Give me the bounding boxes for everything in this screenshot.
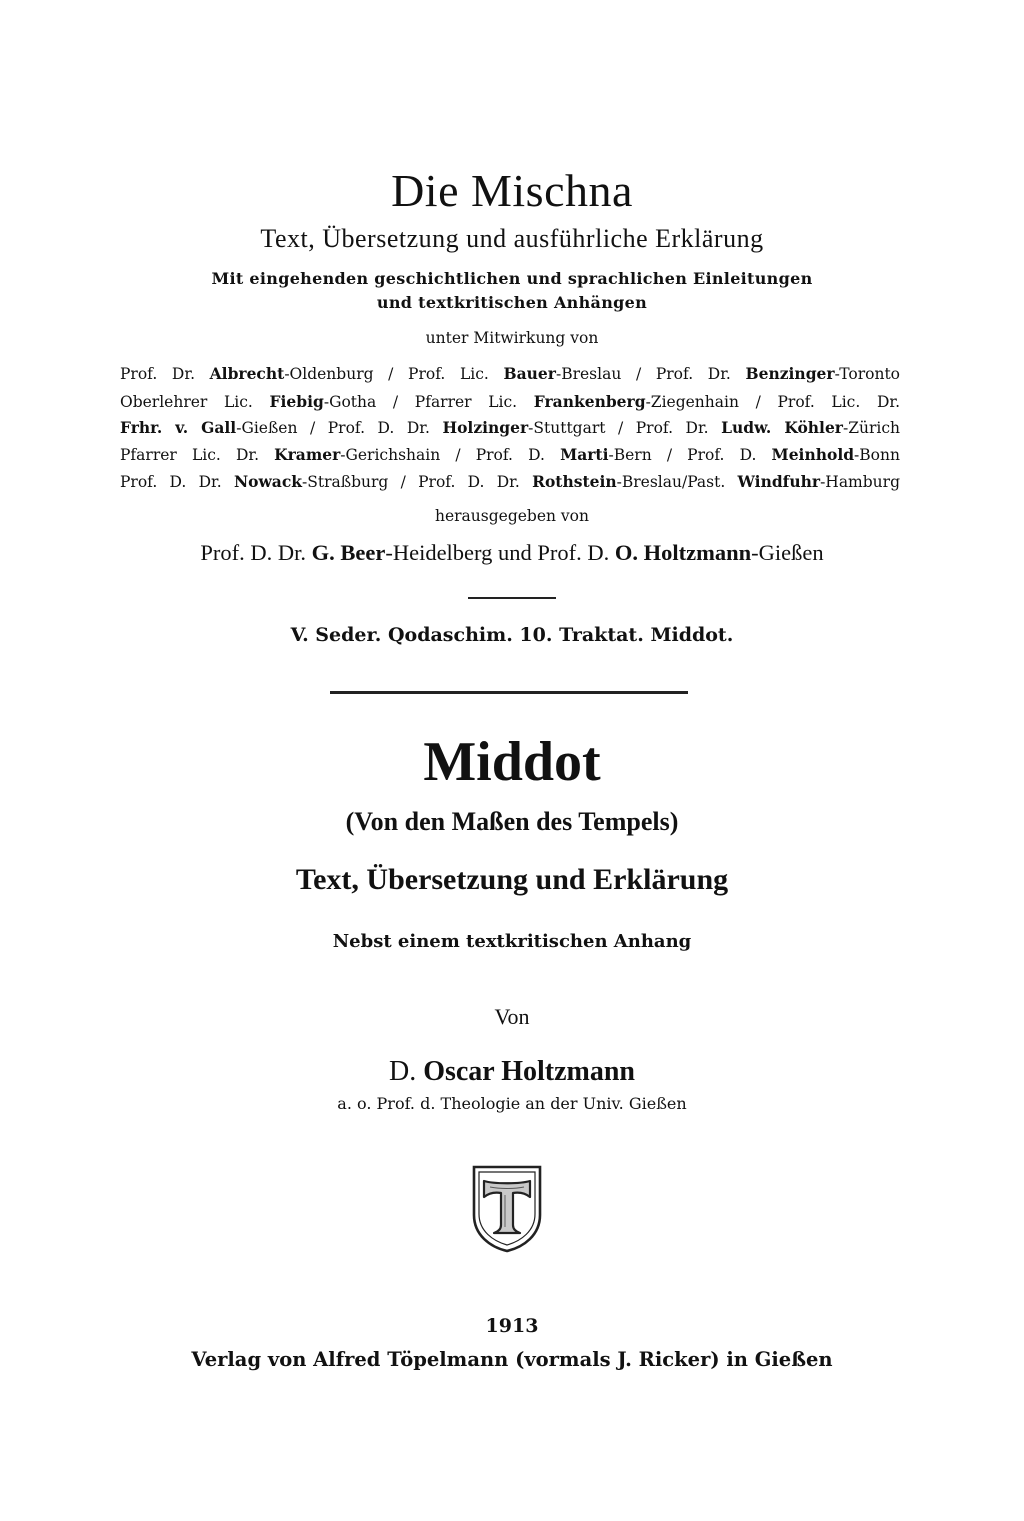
text-segment: -Zürich bbox=[842, 419, 901, 437]
name-segment: Holzinger bbox=[442, 418, 529, 437]
text-segment: -Gießen bbox=[751, 540, 824, 565]
text-segment: -Bern / Prof. D. bbox=[608, 446, 772, 464]
text-segment: -Stuttgart / Prof. Dr. bbox=[528, 419, 722, 437]
name-segment: Ludw. Köhler bbox=[721, 418, 843, 437]
name-segment: Bauer bbox=[503, 364, 556, 383]
text-segment: -Gotha / Pfarrer Lic. bbox=[323, 393, 534, 411]
series-title: Die Mischna bbox=[391, 165, 633, 216]
contributor-line-4 bbox=[120, 445, 900, 464]
name-segment: O. Holtzmann bbox=[614, 540, 752, 565]
publication-year: 1913 bbox=[485, 1315, 539, 1337]
short-divider bbox=[468, 597, 556, 599]
name-segment: Meinhold bbox=[771, 445, 855, 464]
name-segment: Marti bbox=[560, 445, 609, 464]
text-segment: -Straßburg / Prof. D. Dr. bbox=[302, 473, 533, 491]
publisher-line: Verlag von Alfred Töpelmann (vormals J. Ricker) in Gießen bbox=[191, 1348, 833, 1371]
contributor-line-3 bbox=[120, 418, 900, 437]
text-segment: Prof. D. Dr. bbox=[200, 540, 312, 565]
text-segment: -Gerichshain / Prof. D. bbox=[340, 446, 561, 464]
text-segment: D. bbox=[388, 1056, 424, 1087]
long-divider bbox=[330, 691, 688, 694]
text-segment: -Gießen / Prof. D. Dr. bbox=[236, 419, 443, 437]
text-segment: -Ziegenhain / Prof. Lic. Dr. bbox=[645, 393, 901, 411]
name-segment: Frankenberg bbox=[533, 392, 646, 411]
text-segment: -Hamburg bbox=[820, 473, 900, 491]
name-segment: Oscar Holtzmann bbox=[423, 1056, 636, 1087]
name-segment: G. Beer bbox=[311, 540, 386, 565]
publisher-shield-t-icon bbox=[470, 1163, 544, 1253]
name-segment: Benzinger bbox=[745, 364, 835, 383]
contributor-line-2 bbox=[120, 392, 900, 411]
series-intro-line-1: Mit eingehenden geschichtlichen und sprachlichen Einleitungen bbox=[211, 269, 813, 288]
editors-line bbox=[0, 540, 1024, 566]
work-subtitle: (Von den Maßen des Tempels) bbox=[345, 807, 679, 836]
name-segment: Albrecht bbox=[209, 364, 285, 383]
name-segment: Frhr. v. Gall bbox=[120, 418, 237, 437]
text-segment: -Toronto bbox=[834, 365, 900, 383]
editors-label: herausgegeben von bbox=[434, 507, 589, 525]
name-segment: Fiebig bbox=[269, 392, 324, 411]
text-segment: -Breslau / Prof. Dr. bbox=[555, 365, 746, 383]
text-segment: -Bonn bbox=[854, 446, 900, 464]
name-segment: Windfuhr bbox=[737, 472, 821, 491]
text-segment: Pfarrer Lic. Dr. bbox=[120, 446, 275, 464]
author-affiliation: a. o. Prof. d. Theologie an der Univ. Gießen bbox=[337, 1094, 687, 1113]
name-segment: Nowack bbox=[233, 472, 303, 491]
text-segment: Prof. Dr. bbox=[120, 365, 210, 383]
series-subtitle: Text, Übersetzung und ausführliche Erklärung bbox=[260, 224, 764, 253]
contributor-line-5 bbox=[120, 472, 900, 491]
text-segment: -Heidelberg und Prof. D. bbox=[385, 540, 615, 565]
work-title: Middot bbox=[423, 731, 601, 793]
text-segment: -Oldenburg / Prof. Lic. bbox=[284, 365, 504, 383]
text-segment: -Breslau/Past. bbox=[616, 473, 738, 491]
by-label: Von bbox=[494, 1004, 530, 1029]
mitwirkung-label: unter Mitwirkung von bbox=[425, 329, 599, 347]
work-note: Nebst einem textkritischen Anhang bbox=[332, 931, 692, 952]
text-segment: Prof. D. Dr. bbox=[120, 473, 234, 491]
series-intro-line-2: und textkritischen Anhängen bbox=[376, 293, 648, 312]
text-segment: Oberlehrer Lic. bbox=[120, 393, 270, 411]
name-segment: Kramer bbox=[274, 445, 341, 464]
division-line: V. Seder. Qodaschim. 10. Traktat. Middot. bbox=[290, 624, 734, 646]
work-description: Text, Übersetzung und Erklärung bbox=[295, 863, 729, 896]
contributor-line-1 bbox=[120, 364, 900, 383]
name-segment: Rothstein bbox=[532, 472, 617, 491]
author-name bbox=[0, 1056, 1024, 1088]
